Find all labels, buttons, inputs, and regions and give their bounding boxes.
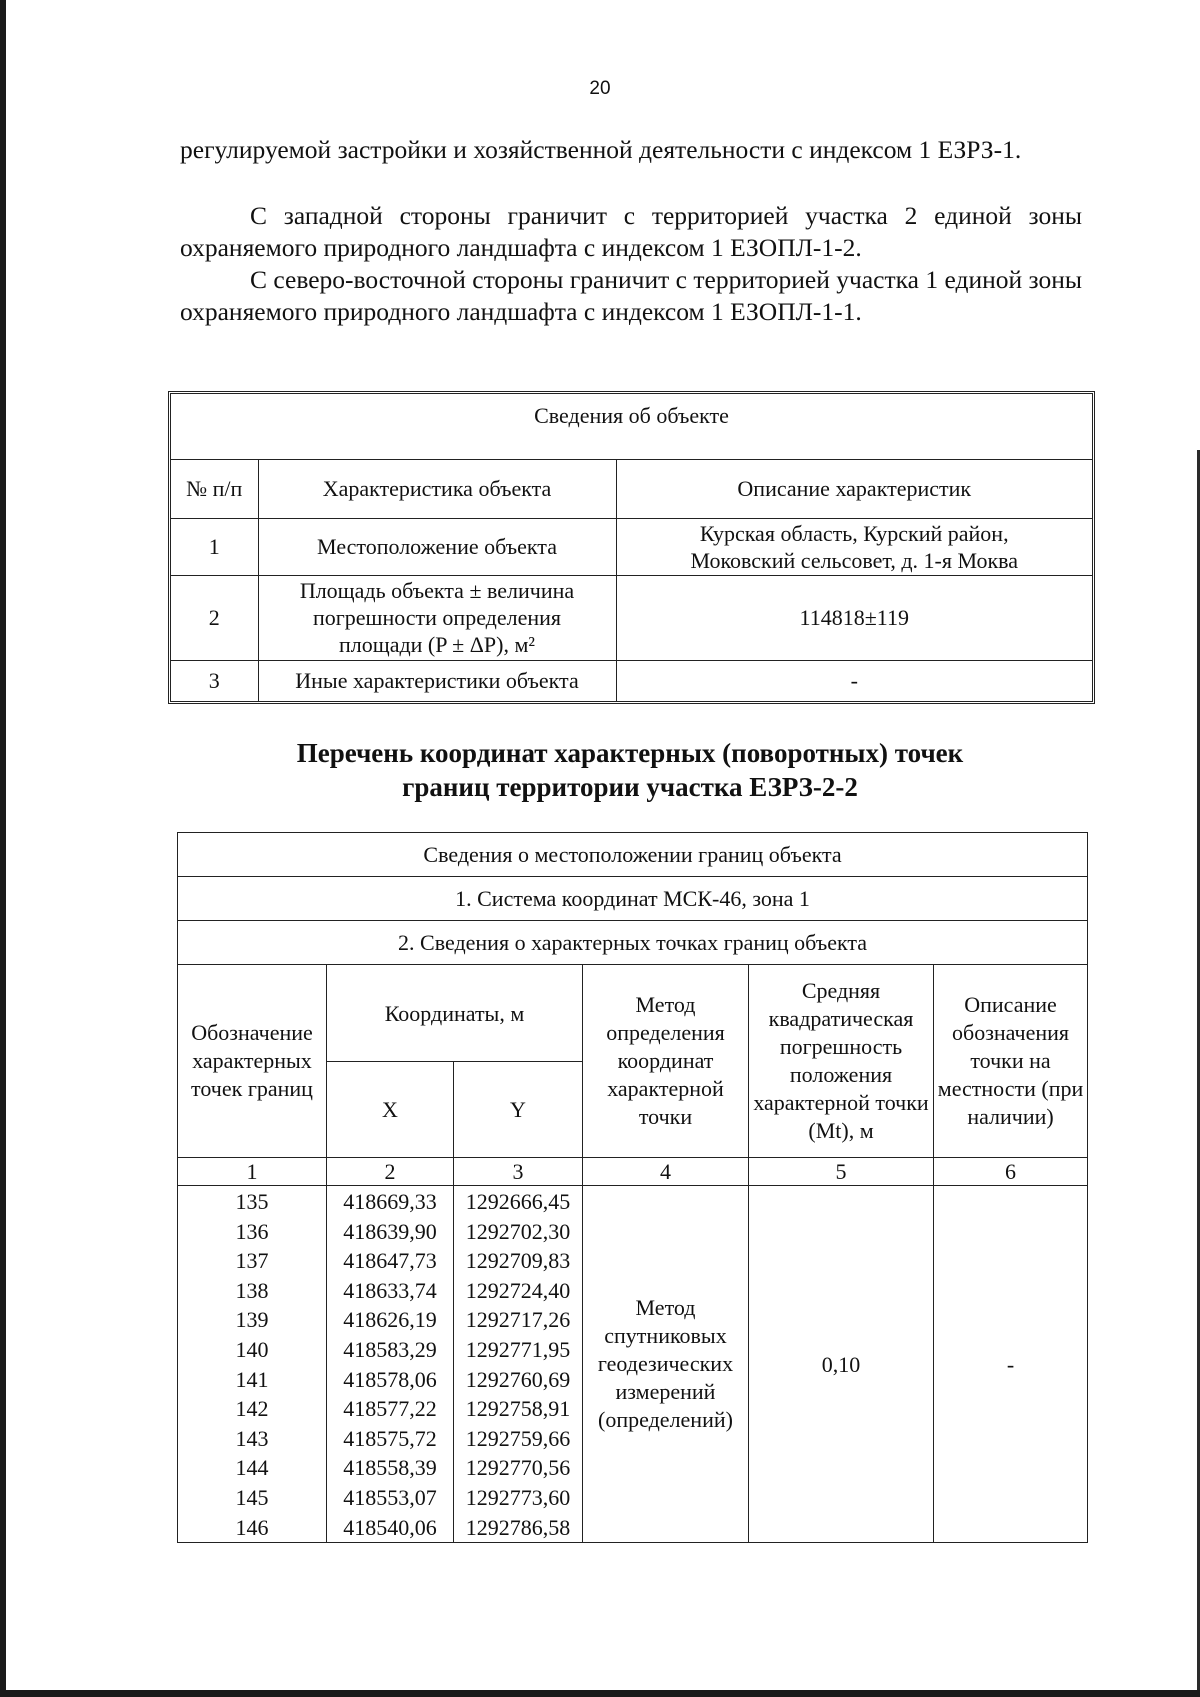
point-x: 418583,29 <box>343 1336 437 1362</box>
col-number-6: 6 <box>934 1158 1088 1186</box>
point-y: 1292771,95 <box>465 1336 571 1362</box>
point-x: 418639,90 <box>343 1218 437 1244</box>
paragraph-2: С западной стороны граничит с территорией участка 2 единой зоны охраняемого природного ландшафта с индексом 1 ЕЗОПЛ-1-2. <box>180 201 1082 262</box>
points-block <box>178 1186 1088 1543</box>
point-id: 140 <box>235 1336 269 1362</box>
header-y: Y <box>454 1062 583 1158</box>
object-table-header-num: № п/п <box>171 459 258 518</box>
section-heading <box>240 736 1020 804</box>
row-description <box>616 518 1092 575</box>
points-ids-column <box>178 1186 327 1543</box>
row-num: 1 <box>171 518 258 575</box>
col-number-1: 1 <box>178 1158 327 1186</box>
point-id: 139 <box>235 1307 269 1333</box>
points-title: 2. Сведения о характерных точках границ объекта <box>178 921 1088 965</box>
point-id: 145 <box>235 1484 269 1510</box>
row-characteristic-line: Площадь объекта ± величина <box>299 578 575 603</box>
error-cell: 0,10 <box>749 1186 934 1543</box>
points-x-column <box>327 1186 454 1543</box>
col-number-2: 2 <box>327 1158 454 1186</box>
header-x: X <box>327 1062 454 1158</box>
point-y: 1292709,83 <box>465 1248 571 1274</box>
object-info-table <box>168 391 1095 704</box>
object-table-title: Сведения об объекте <box>171 394 1092 459</box>
col-number-4: 4 <box>583 1158 749 1186</box>
paragraph-3: С северо-восточной стороны граничит с территорией участка 1 единой зоны охраняемого природного ландшафта с индексом 1 ЕЗОПЛ-1-1. <box>180 265 1082 326</box>
header-method: Метод определения координат характерной точки <box>583 965 749 1158</box>
point-id: 143 <box>235 1425 269 1451</box>
point-y: 1292773,60 <box>465 1484 571 1510</box>
row-characteristic: Иные характеристики объекта <box>258 660 616 701</box>
point-x: 418633,74 <box>343 1277 437 1303</box>
row-description: - <box>616 660 1092 701</box>
header-error: Средняя квадратическая погрешность положения характерной точки (Mt), м <box>749 965 934 1158</box>
header-point-designation: Обозначение характерных точек границ <box>178 965 327 1158</box>
point-id: 146 <box>235 1514 269 1540</box>
point-y: 1292724,40 <box>465 1277 571 1303</box>
heading-line: Перечень координат характерных (поворотных) точек <box>296 738 964 768</box>
row-characteristic-line: площади (P ± ΔP), м² <box>339 632 535 657</box>
row-characteristic <box>258 575 616 660</box>
header-coordinates: Координаты, м <box>327 965 583 1062</box>
point-id: 142 <box>235 1396 269 1422</box>
row-num: 3 <box>171 660 258 701</box>
point-id: 141 <box>235 1366 269 1392</box>
row-description-line: Моковский сельсовет, д. 1-я Моква <box>690 547 1019 573</box>
scan-edge-left <box>0 0 6 1697</box>
row-description: 114818±119 <box>616 575 1092 660</box>
point-x: 418626,19 <box>343 1307 437 1333</box>
row-description-line: Курская область, Курский район, <box>699 520 1009 546</box>
point-x: 418647,73 <box>343 1248 437 1274</box>
object-table-header-description: Описание характеристик <box>616 459 1092 518</box>
point-x: 418577,22 <box>343 1396 437 1422</box>
coordinate-system: 1. Система координат МСК-46, зона 1 <box>178 877 1088 921</box>
coordinates-table <box>177 832 1088 1543</box>
paragraph-1: регулируемой застройки и хозяйственной деятельности с индексом 1 ЕЗРЗ-1. <box>180 135 1022 164</box>
col-number-5: 5 <box>749 1158 934 1186</box>
method-cell: Метод спутниковых геодезических измерений (определений) <box>583 1186 749 1543</box>
col-number-3: 3 <box>454 1158 583 1186</box>
header-description: Описание обозначения точки на местности (при наличии) <box>934 965 1088 1158</box>
table-row <box>171 518 1092 575</box>
point-id: 135 <box>235 1189 269 1214</box>
point-y: 1292758,91 <box>465 1396 571 1422</box>
table-row <box>171 575 1092 660</box>
coords-table-title: Сведения о местоположении границ объекта <box>178 833 1088 877</box>
point-id: 144 <box>235 1455 269 1481</box>
point-y: 1292760,69 <box>465 1366 571 1392</box>
table-row <box>171 660 1092 701</box>
point-x: 418669,33 <box>343 1189 437 1214</box>
point-x: 418540,06 <box>343 1514 437 1540</box>
scan-edge-bottom <box>0 1690 1200 1697</box>
point-id: 137 <box>235 1248 269 1274</box>
row-characteristic: Местоположение объекта <box>258 518 616 575</box>
row-characteristic-line: погрешности определения <box>312 605 562 630</box>
point-x: 418553,07 <box>343 1484 437 1510</box>
point-y: 1292702,30 <box>465 1218 571 1244</box>
point-x: 418575,72 <box>343 1425 437 1451</box>
point-y: 1292666,45 <box>465 1189 571 1214</box>
page-number: 20 <box>589 78 611 99</box>
heading-line: границ территории участка ЕЗРЗ-2-2 <box>402 772 858 802</box>
point-y: 1292786,58 <box>465 1514 571 1540</box>
description-cell: - <box>934 1186 1088 1543</box>
point-y: 1292717,26 <box>465 1307 571 1333</box>
point-id: 136 <box>235 1218 269 1244</box>
points-y-column <box>454 1186 583 1543</box>
point-id: 138 <box>235 1277 269 1303</box>
object-table-header-characteristic: Характеристика объекта <box>258 459 616 518</box>
row-num: 2 <box>171 575 258 660</box>
point-x: 418558,39 <box>343 1455 437 1481</box>
point-x: 418578,06 <box>343 1366 437 1392</box>
point-y: 1292759,66 <box>465 1425 571 1451</box>
point-y: 1292770,56 <box>465 1455 571 1481</box>
